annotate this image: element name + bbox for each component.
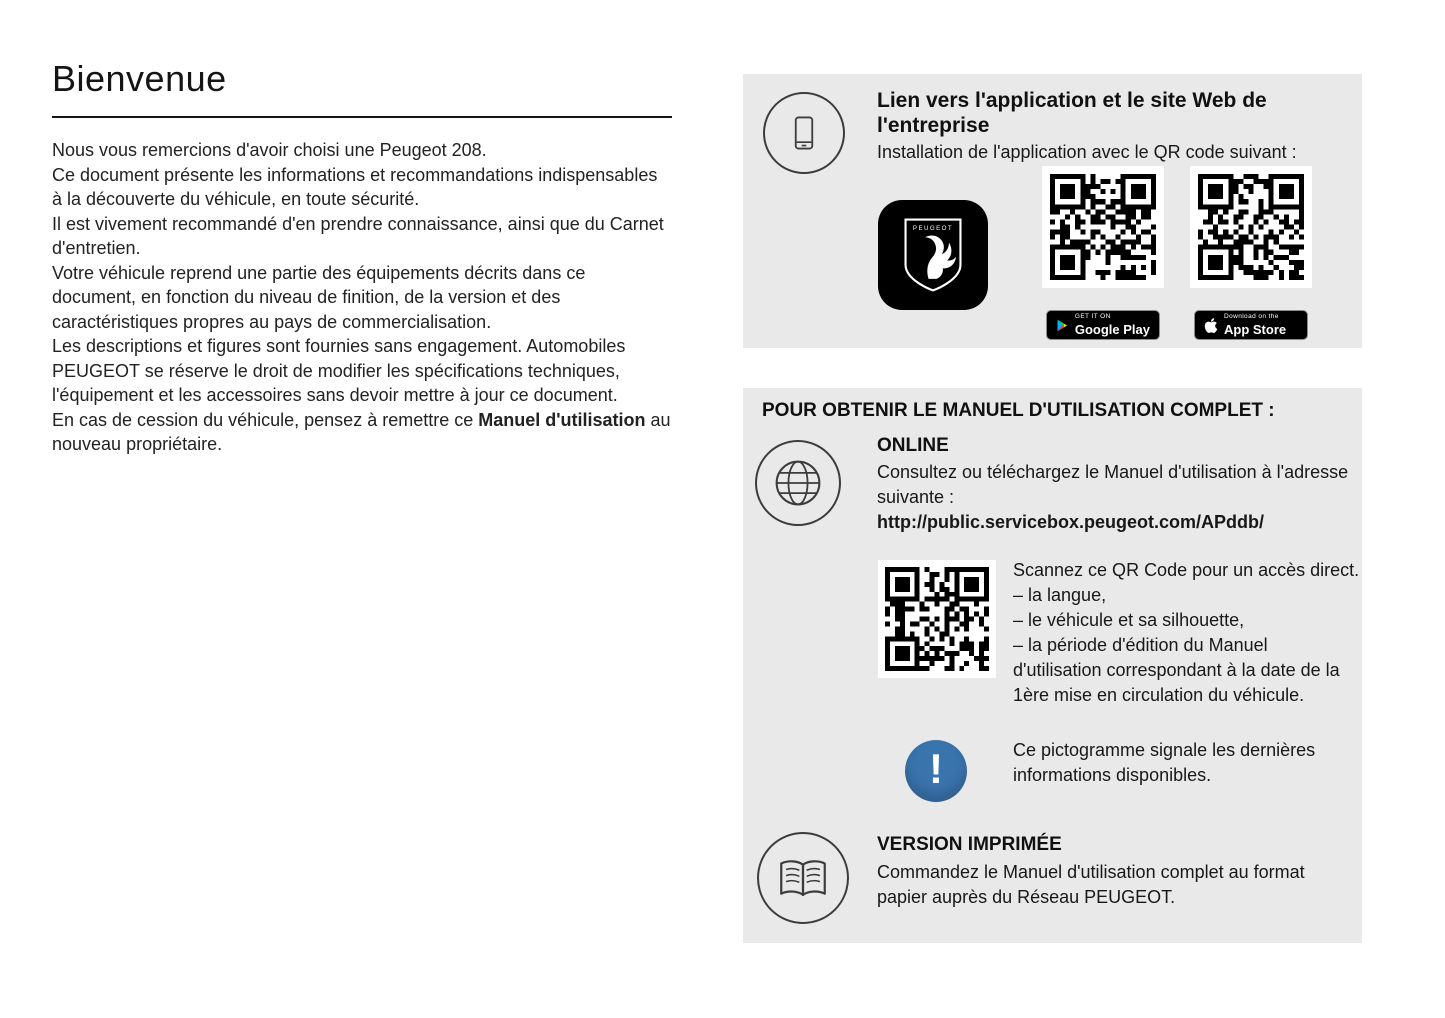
printed-version-text: Commandez le Manuel d'utilisation complet au format papier auprès du Réseau PEUGEOT. bbox=[877, 862, 1305, 907]
intro-paragraph-last bbox=[52, 408, 672, 457]
peugeot-shield-icon bbox=[902, 216, 964, 294]
apple-icon bbox=[1204, 317, 1218, 334]
intro-paragraph: Votre véhicule reprend une partie des équipements décrits dans ce document, en fonction du niveau de finition, de la version et des caractéristiques propres au pays de commercialisation. bbox=[52, 262, 586, 332]
app-store-text bbox=[1224, 314, 1286, 336]
peugeot-lion-icon bbox=[925, 235, 956, 278]
qr-code-app-2 bbox=[1190, 166, 1312, 288]
app-link-box bbox=[743, 74, 1362, 348]
open-book-icon bbox=[757, 832, 849, 924]
intro-paragraph: Nous vous remercions d'avoir choisi une Peugeot 208. bbox=[52, 140, 487, 160]
peugeot-app-label: PEUGEOT bbox=[912, 225, 954, 233]
open-book-icon-graphic bbox=[774, 849, 832, 907]
smartphone-icon-graphic bbox=[782, 109, 826, 157]
manual-info-box bbox=[743, 388, 1362, 943]
qr-code-app-1 bbox=[1042, 166, 1164, 288]
google-play-store-name: Google Play bbox=[1074, 321, 1150, 337]
printed-version-heading: VERSION IMPRIMÉE bbox=[877, 834, 1062, 855]
qr-instruction-line: Scannez ce QR Code pour un accès direct. bbox=[1013, 560, 1360, 580]
app-store-tagline: Download on the bbox=[1224, 313, 1279, 321]
page-title: Bienvenue bbox=[52, 58, 672, 118]
online-description: Consultez ou téléchargez le Manuel d'utilisation à l'adresse suivante : bbox=[877, 462, 1349, 507]
qr-code-manual bbox=[878, 560, 996, 678]
google-play-icon bbox=[1056, 317, 1069, 334]
globe-icon bbox=[755, 440, 841, 526]
qr-instruction-line: – le véhicule et sa silhouette, bbox=[1013, 610, 1245, 630]
manual-utilisation-bold: Manuel d'utilisation bbox=[478, 409, 646, 430]
app-box-title: Lien vers l'application et le site Web de l'entreprise bbox=[877, 89, 1267, 137]
google-play-text bbox=[1075, 314, 1150, 336]
globe-icon-graphic bbox=[771, 456, 825, 510]
intro-paragraph: Il est vivement recommandé d'en prendre connaissance, ainsi que du Carnet d'entretien. bbox=[52, 213, 664, 258]
intro-section bbox=[52, 58, 672, 457]
intro-paragraph: Ce document présente les informations et recommandations indispensables à la découverte du véhicule, en toute sécurité. bbox=[52, 164, 658, 209]
last-paragraph-suffix: au nouveau propriétaire. bbox=[52, 409, 671, 454]
online-text bbox=[877, 460, 1349, 535]
intro-text bbox=[52, 138, 672, 457]
manual-box-title: POUR OBTENIR LE MANUEL D'UTILISATION COMPLET : bbox=[762, 400, 1275, 421]
app-box-subtitle: Installation de l'application avec le QR code suivant : bbox=[877, 142, 1297, 162]
important-info-icon bbox=[905, 740, 967, 802]
qr-instruction-line: – la période d'édition du Manuel d'utilisation correspondant à la date de la 1ère mise en circulation du véhicule. bbox=[1013, 635, 1340, 705]
app-store-badge[interactable] bbox=[1194, 310, 1308, 340]
last-paragraph-prefix: En cas de cession du véhicule, pensez à remettre ce bbox=[52, 409, 479, 430]
online-heading: ONLINE bbox=[877, 435, 949, 456]
intro-paragraph: Les descriptions et figures sont fournies sans engagement. Automobiles PEUGEOT se réserve le droit de modifier les spécifications techniques, l'équipement et les accessoires sans devoir mettre à jour ce document. bbox=[52, 336, 626, 405]
peugeot-app-icon bbox=[878, 200, 988, 310]
google-play-tagline: GET IT ON bbox=[1074, 313, 1111, 321]
manual-url-link[interactable]: http://public.servicebox.peugeot.com/APddb/ bbox=[877, 512, 1265, 532]
smartphone-icon bbox=[763, 92, 845, 174]
qr-instruction-line: – la langue, bbox=[1013, 585, 1107, 605]
google-play-badge[interactable] bbox=[1046, 310, 1160, 340]
pictogram-note: Ce pictogramme signale les dernières informations disponibles. bbox=[1013, 740, 1316, 785]
app-store-store-name: App Store bbox=[1224, 321, 1287, 337]
qr-instructions bbox=[1013, 558, 1361, 708]
exclamation-glyph: ! bbox=[929, 745, 943, 792]
